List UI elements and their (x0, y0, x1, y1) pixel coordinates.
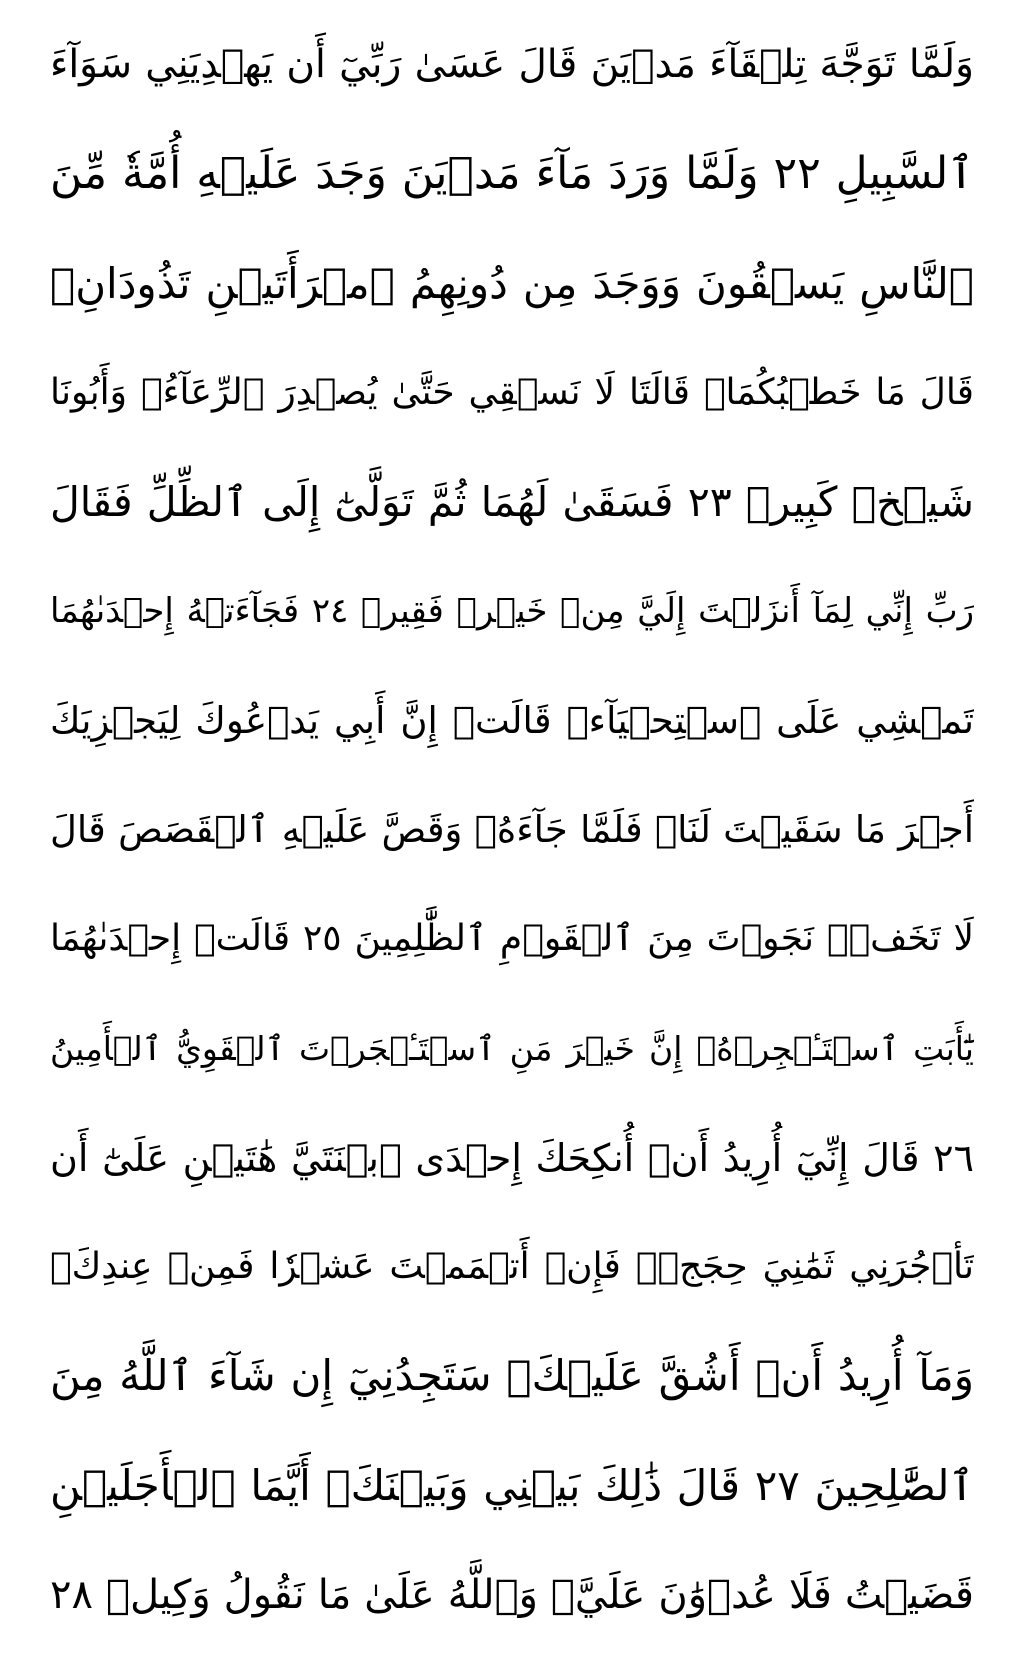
verse-line-5: شَيۡخٞ كَبِيرٞ ٢٣ فَسَقَىٰ لَهُمَا ثُمَّ تَوَلَّىٰٓ إِلَى ٱلظِّلِّ فَقَالَ (50, 478, 974, 527)
verse-line-11: ٢٦ قَالَ إِنِّيٓ أُرِيدُ أَنۡ أُنكِحَكَ إِحۡدَى ٱبۡنَتَيَّ هَٰتَيۡنِ عَلَىٰٓ أَن (50, 1135, 974, 1180)
verse-line-13: وَمَآ أُرِيدُ أَنۡ أَشُقَّ عَلَيۡكَۚ سَتَجِدُنِيٓ إِن شَآءَ ٱللَّهُ مِنَ (50, 1351, 974, 1401)
verse-line-2: ٱلسَّبِيلِ ٢٢ وَلَمَّا وَرَدَ مَآءَ مَدۡيَنَ وَجَدَ عَلَيۡهِ أُمَّةٗ مِّنَ (50, 148, 974, 200)
verse-line-9: لَا تَخَفۡۖ نَجَوۡتَ مِنَ ٱلۡقَوۡمِ ٱلظَّٰلِمِينَ ٢٥ قَالَتۡ إِحۡدَىٰهُمَا (50, 918, 974, 960)
verse-line-3: ٱلنَّاسِ يَسۡقُونَ وَوَجَدَ مِن دُونِهِمُ ٱمۡرَأَتَيۡنِ تَذُودَانِۖ (50, 258, 974, 308)
verse-line-6: رَبِّ إِنِّي لِمَآ أَنزَلۡتَ إِلَيَّ مِنۡ خَيۡرٖ فَقِيرٞ ٢٤ فَجَآءَتۡهُ إِحۡدَىٰهُمَا (50, 591, 974, 632)
verse-line-15: قَضَيۡتُ فَلَا عُدۡوَٰنَ عَلَيَّۖ وَٱللَّهُ عَلَىٰ مَا نَقُولُ وَكِيلٞ ٢٨ (50, 1571, 974, 1618)
verse-line-8: أَجۡرَ مَا سَقَيۡتَ لَنَاۚ فَلَمَّا جَآءَهُۥ وَقَصَّ عَلَيۡهِ ٱلۡقَصَصَ قَالَ (50, 807, 974, 851)
verse-lines (50, 20, 974, 1640)
verse-line-12: تَأۡجُرَنِي ثَمَٰنِيَ حِجَجٖۖ فَإِنۡ أَتۡمَمۡتَ عَشۡرٗا فَمِنۡ عِندِكَۖ (50, 1246, 974, 1288)
verse-line-1: وَلَمَّا تَوَجَّهَ تِلۡقَآءَ مَدۡيَنَ قَالَ عَسَىٰ رَبِّيٓ أَن يَهۡدِيَنِي سَوَآءَ (50, 42, 974, 87)
verse-line-14: ٱلصَّٰلِحِينَ ٢٧ قَالَ ذَٰلِكَ بَيۡنِي وَبَيۡنَكَۖ أَيَّمَا ٱلۡأَجَلَيۡنِ (50, 1460, 974, 1510)
verse-line-10: يَٰٓأَبَتِ ٱسۡتَـٔۡجِرۡهُۖ إِنَّ خَيۡرَ مَنِ ٱسۡتَـٔۡجَرۡتَ ٱلۡقَوِيُّ ٱلۡأَمِينُ (50, 1028, 974, 1068)
verse-line-7: تَمۡشِي عَلَى ٱسۡتِحۡيَآءٖ قَالَتۡ إِنَّ أَبِي يَدۡعُوكَ لِيَجۡزِيَكَ (50, 698, 974, 742)
verse-line-4: قَالَ مَا خَطۡبُكُمَاۖ قَالَتَا لَا نَسۡقِي حَتَّىٰ يُصۡدِرَ ٱلرِّعَآءُۖ وَأَبُونَا (50, 371, 974, 413)
